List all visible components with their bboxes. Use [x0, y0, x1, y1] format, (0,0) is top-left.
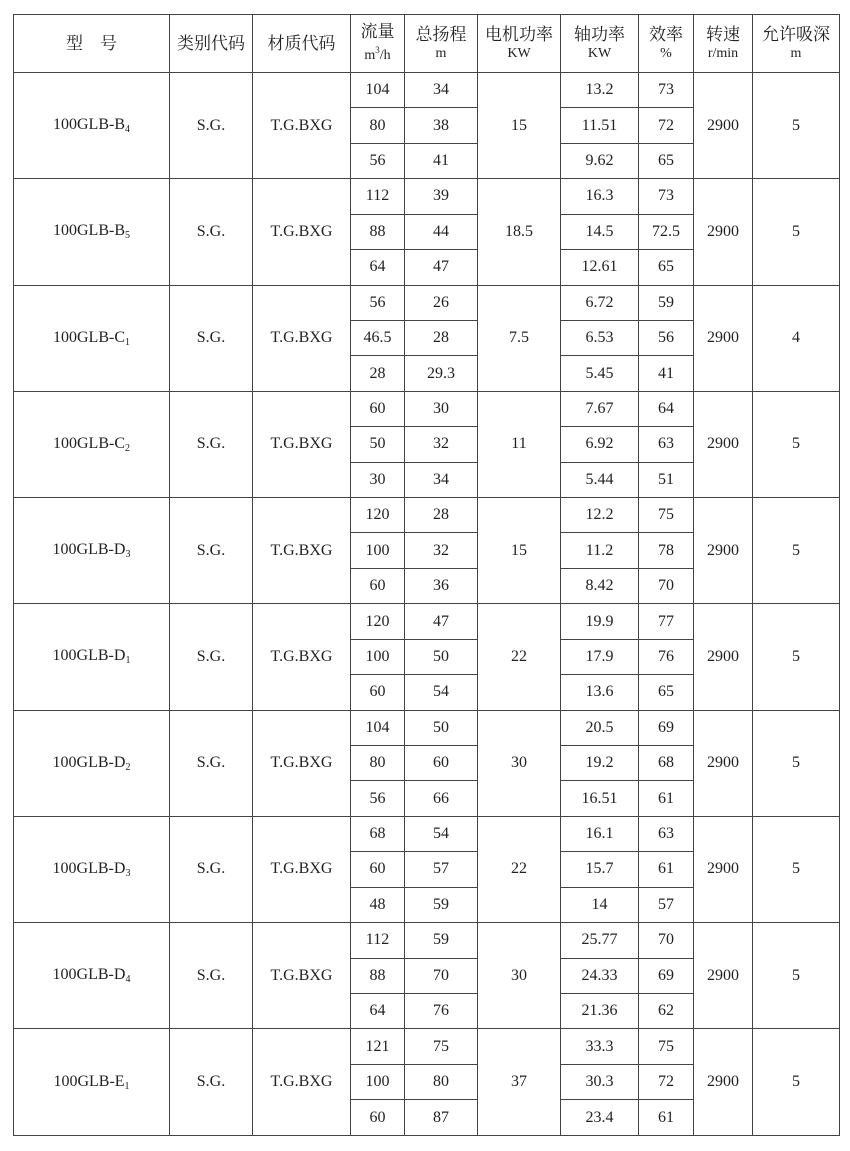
header-unit: KW [507, 45, 531, 61]
shaft-power-cell: 5.44 [561, 462, 639, 497]
header-label: 允许吸深 [762, 24, 830, 44]
flow-cell: 80 [351, 108, 405, 143]
model-name: 100GLB-C [53, 328, 125, 346]
shaft-power-cell: 11.2 [561, 533, 639, 568]
efficiency-cell: 75 [639, 1029, 694, 1064]
model-name: 100GLB-C [53, 434, 125, 452]
material-cell: T.G.BXG [253, 710, 351, 816]
efficiency-cell: 61 [639, 781, 694, 816]
head-cell: 54 [405, 675, 478, 710]
header-unit: m [435, 45, 447, 61]
speed-cell: 2900 [694, 604, 753, 710]
header-suction [753, 15, 840, 73]
suction-cell: 5 [753, 391, 840, 497]
flow-cell: 60 [351, 391, 405, 426]
model-cell [14, 604, 170, 710]
shaft-power-cell: 25.77 [561, 923, 639, 958]
head-cell: 87 [405, 1100, 478, 1136]
table-row [14, 179, 840, 214]
motor-power-cell: 15 [478, 73, 561, 179]
head-cell: 76 [405, 993, 478, 1028]
material-cell: T.G.BXG [253, 391, 351, 497]
efficiency-cell: 73 [639, 179, 694, 214]
motor-power-cell: 18.5 [478, 179, 561, 285]
efficiency-cell: 69 [639, 958, 694, 993]
header-label: 总扬程 [415, 24, 467, 44]
material-cell: T.G.BXG [253, 73, 351, 179]
flow-cell: 60 [351, 1100, 405, 1136]
shaft-power-cell: 23.4 [561, 1100, 639, 1136]
flow-cell: 60 [351, 675, 405, 710]
unit-exponent: 3 [375, 45, 380, 55]
header-row [14, 15, 840, 73]
model-cell [14, 816, 170, 922]
model-cell [14, 73, 170, 179]
head-cell: 59 [405, 887, 478, 922]
efficiency-cell: 72 [639, 108, 694, 143]
model-cell [14, 179, 170, 285]
flow-cell: 56 [351, 285, 405, 320]
speed-cell: 2900 [694, 391, 753, 497]
shaft-power-cell: 5.45 [561, 356, 639, 391]
pump-spec-table [13, 14, 840, 1136]
model-name: 100GLB-B [53, 222, 125, 240]
efficiency-cell: 65 [639, 675, 694, 710]
suction-cell: 5 [753, 179, 840, 285]
category-cell: S.G. [170, 179, 253, 285]
flow-cell: 121 [351, 1029, 405, 1064]
shaft-power-cell: 12.2 [561, 498, 639, 533]
flow-cell: 88 [351, 958, 405, 993]
head-cell: 36 [405, 568, 478, 603]
head-cell: 59 [405, 923, 478, 958]
material-cell: T.G.BXG [253, 1029, 351, 1136]
efficiency-cell: 63 [639, 816, 694, 851]
header-flow [351, 15, 405, 73]
efficiency-cell: 65 [639, 143, 694, 178]
header-label: 电机功率 [485, 24, 553, 44]
header-efficiency [639, 15, 694, 73]
suction-cell: 5 [753, 816, 840, 922]
header-model [14, 15, 170, 73]
efficiency-cell: 61 [639, 852, 694, 887]
head-cell: 66 [405, 781, 478, 816]
header-label: 转速 [706, 24, 740, 44]
speed-cell: 2900 [694, 923, 753, 1029]
category-cell: S.G. [170, 498, 253, 604]
flow-cell: 80 [351, 746, 405, 781]
table-row [14, 73, 840, 108]
flow-cell: 120 [351, 498, 405, 533]
suction-cell: 5 [753, 923, 840, 1029]
efficiency-cell: 73 [639, 73, 694, 108]
suction-cell: 4 [753, 285, 840, 391]
head-cell: 70 [405, 958, 478, 993]
header-head [405, 15, 478, 73]
header-label: 轴功率 [574, 24, 625, 44]
model-subscript: 1 [124, 1080, 130, 1092]
head-cell: 32 [405, 427, 478, 462]
efficiency-cell: 61 [639, 1100, 694, 1136]
model-name: 100GLB-D [52, 647, 126, 665]
header-motor-power [478, 15, 561, 73]
model-name: 100GLB-D [52, 966, 126, 984]
efficiency-cell: 77 [639, 604, 694, 639]
table-row [14, 604, 840, 639]
category-cell: S.G. [170, 1029, 253, 1136]
category-cell: S.G. [170, 816, 253, 922]
shaft-power-cell: 7.67 [561, 391, 639, 426]
flow-cell: 56 [351, 143, 405, 178]
shaft-power-cell: 12.61 [561, 250, 639, 285]
head-cell: 28 [405, 498, 478, 533]
speed-cell: 2900 [694, 1029, 753, 1136]
header-unit: % [660, 45, 672, 61]
head-cell: 41 [405, 143, 478, 178]
shaft-power-cell: 17.9 [561, 639, 639, 674]
head-cell: 34 [405, 462, 478, 497]
flow-cell: 100 [351, 639, 405, 674]
shaft-power-cell: 21.36 [561, 993, 639, 1028]
flow-cell: 120 [351, 604, 405, 639]
shaft-power-cell: 16.3 [561, 179, 639, 214]
table-row [14, 1029, 840, 1064]
efficiency-cell: 63 [639, 427, 694, 462]
flow-cell: 112 [351, 179, 405, 214]
head-cell: 54 [405, 816, 478, 851]
header-unit: r/min [707, 45, 739, 61]
table-row [14, 816, 840, 851]
model-name: 100GLB-D [52, 859, 126, 877]
head-cell: 75 [405, 1029, 478, 1064]
flow-cell: 68 [351, 816, 405, 851]
model-cell [14, 285, 170, 391]
shaft-power-cell: 24.33 [561, 958, 639, 993]
head-cell: 38 [405, 108, 478, 143]
efficiency-cell: 78 [639, 533, 694, 568]
material-cell: T.G.BXG [253, 179, 351, 285]
head-cell: 26 [405, 285, 478, 320]
efficiency-cell: 76 [639, 639, 694, 674]
shaft-power-cell: 20.5 [561, 710, 639, 745]
efficiency-cell: 70 [639, 923, 694, 958]
shaft-power-cell: 14 [561, 887, 639, 922]
shaft-power-cell: 13.6 [561, 675, 639, 710]
flow-cell: 60 [351, 568, 405, 603]
head-cell: 80 [405, 1064, 478, 1099]
flow-cell: 48 [351, 887, 405, 922]
model-subscript: 3 [125, 867, 131, 879]
header-unit: $m^3/h$ [364, 45, 391, 63]
flow-cell: 88 [351, 214, 405, 249]
speed-cell: 2900 [694, 710, 753, 816]
model-subscript: 4 [125, 124, 130, 136]
flow-cell: 100 [351, 533, 405, 568]
head-cell: 34 [405, 73, 478, 108]
efficiency-cell: 69 [639, 710, 694, 745]
speed-cell: 2900 [694, 498, 753, 604]
model-subscript: 1 [125, 655, 131, 667]
material-cell: T.G.BXG [253, 285, 351, 391]
category-cell: S.G. [170, 285, 253, 391]
flow-cell: 30 [351, 462, 405, 497]
header-label: 型 号 [66, 34, 117, 53]
material-cell: T.G.BXG [253, 816, 351, 922]
efficiency-cell: 62 [639, 993, 694, 1028]
model-cell [14, 391, 170, 497]
head-cell: 32 [405, 533, 478, 568]
flow-cell: 100 [351, 1064, 405, 1099]
head-cell: 39 [405, 179, 478, 214]
shaft-power-cell: 13.2 [561, 73, 639, 108]
table-row [14, 498, 840, 533]
flow-cell: 28 [351, 356, 405, 391]
model-name: 100GLB-B [53, 116, 125, 134]
efficiency-cell: 75 [639, 498, 694, 533]
shaft-power-cell: 14.5 [561, 214, 639, 249]
shaft-power-cell: 9.62 [561, 143, 639, 178]
header-shaft-power [561, 15, 639, 73]
efficiency-cell: 59 [639, 285, 694, 320]
category-cell: S.G. [170, 923, 253, 1029]
flow-cell: 104 [351, 710, 405, 745]
flow-cell: 64 [351, 993, 405, 1028]
model-name: 100GLB-D [52, 541, 126, 559]
suction-cell: 5 [753, 604, 840, 710]
flow-cell: 46.5 [351, 320, 405, 355]
model-name: 100GLB-D [52, 753, 126, 771]
header-label: 流量 [360, 22, 395, 41]
model-subscript: 3 [125, 549, 131, 561]
model-cell [14, 1029, 170, 1136]
shaft-power-cell: 30.3 [561, 1064, 639, 1099]
efficiency-cell: 57 [639, 887, 694, 922]
model-subscript: 5 [125, 230, 130, 242]
shaft-power-cell: 19.2 [561, 746, 639, 781]
material-cell: T.G.BXG [253, 604, 351, 710]
head-cell: 50 [405, 639, 478, 674]
flow-cell: 60 [351, 852, 405, 887]
model-subscript: 2 [125, 761, 131, 773]
efficiency-cell: 65 [639, 250, 694, 285]
head-cell: 47 [405, 604, 478, 639]
speed-cell: 2900 [694, 73, 753, 179]
header-label: 类别代码 [177, 34, 245, 53]
table-row [14, 710, 840, 745]
speed-cell: 2900 [694, 285, 753, 391]
efficiency-cell: 68 [639, 746, 694, 781]
shaft-power-cell: 16.51 [561, 781, 639, 816]
flow-cell: 64 [351, 250, 405, 285]
table-header [14, 15, 840, 73]
shaft-power-cell: 6.92 [561, 427, 639, 462]
shaft-power-cell: 11.51 [561, 108, 639, 143]
category-cell: S.G. [170, 73, 253, 179]
suction-cell: 5 [753, 710, 840, 816]
model-cell [14, 923, 170, 1029]
shaft-power-cell: 16.1 [561, 816, 639, 851]
head-cell: 47 [405, 250, 478, 285]
category-cell: S.G. [170, 710, 253, 816]
shaft-power-cell: 33.3 [561, 1029, 639, 1064]
head-cell: 44 [405, 214, 478, 249]
flow-cell: 104 [351, 73, 405, 108]
motor-power-cell: 30 [478, 710, 561, 816]
motor-power-cell: 22 [478, 604, 561, 710]
motor-power-cell: 30 [478, 923, 561, 1029]
material-cell: T.G.BXG [253, 923, 351, 1029]
model-subscript: 4 [125, 974, 131, 986]
category-cell: S.G. [170, 604, 253, 710]
shaft-power-cell: 15.7 [561, 852, 639, 887]
head-cell: 29.3 [405, 356, 478, 391]
efficiency-cell: 51 [639, 462, 694, 497]
shaft-power-cell: 19.9 [561, 604, 639, 639]
shaft-power-cell: 6.53 [561, 320, 639, 355]
efficiency-cell: 56 [639, 320, 694, 355]
motor-power-cell: 11 [478, 391, 561, 497]
shaft-power-cell: 6.72 [561, 285, 639, 320]
head-cell: 50 [405, 710, 478, 745]
header-category [170, 15, 253, 73]
motor-power-cell: 37 [478, 1029, 561, 1136]
motor-power-cell: 7.5 [478, 285, 561, 391]
head-cell: 30 [405, 391, 478, 426]
flow-cell: 112 [351, 923, 405, 958]
category-cell: S.G. [170, 391, 253, 497]
model-cell [14, 710, 170, 816]
efficiency-cell: 41 [639, 356, 694, 391]
speed-cell: 2900 [694, 816, 753, 922]
header-label: 效率 [649, 24, 683, 44]
head-cell: 60 [405, 746, 478, 781]
table-row [14, 391, 840, 426]
head-cell: 28 [405, 320, 478, 355]
motor-power-cell: 22 [478, 816, 561, 922]
table-row [14, 923, 840, 958]
efficiency-cell: 64 [639, 391, 694, 426]
flow-cell: 56 [351, 781, 405, 816]
efficiency-cell: 72.5 [639, 214, 694, 249]
table-body [14, 73, 840, 1136]
suction-cell: 5 [753, 73, 840, 179]
suction-cell: 5 [753, 498, 840, 604]
header-material [253, 15, 351, 73]
shaft-power-cell: 8.42 [561, 568, 639, 603]
motor-power-cell: 15 [478, 498, 561, 604]
table-row [14, 285, 840, 320]
header-label: 材质代码 [267, 34, 336, 53]
efficiency-cell: 70 [639, 568, 694, 603]
head-cell: 57 [405, 852, 478, 887]
model-subscript: 2 [125, 442, 130, 454]
model-cell [14, 498, 170, 604]
header-speed [694, 15, 753, 73]
header-unit: m [790, 45, 802, 61]
model-subscript: 1 [125, 336, 130, 348]
material-cell: T.G.BXG [253, 498, 351, 604]
flow-cell: 50 [351, 427, 405, 462]
suction-cell: 5 [753, 1029, 840, 1136]
efficiency-cell: 72 [639, 1064, 694, 1099]
header-unit: KW [587, 45, 612, 61]
speed-cell: 2900 [694, 179, 753, 285]
model-name: 100GLB-E [53, 1072, 125, 1090]
